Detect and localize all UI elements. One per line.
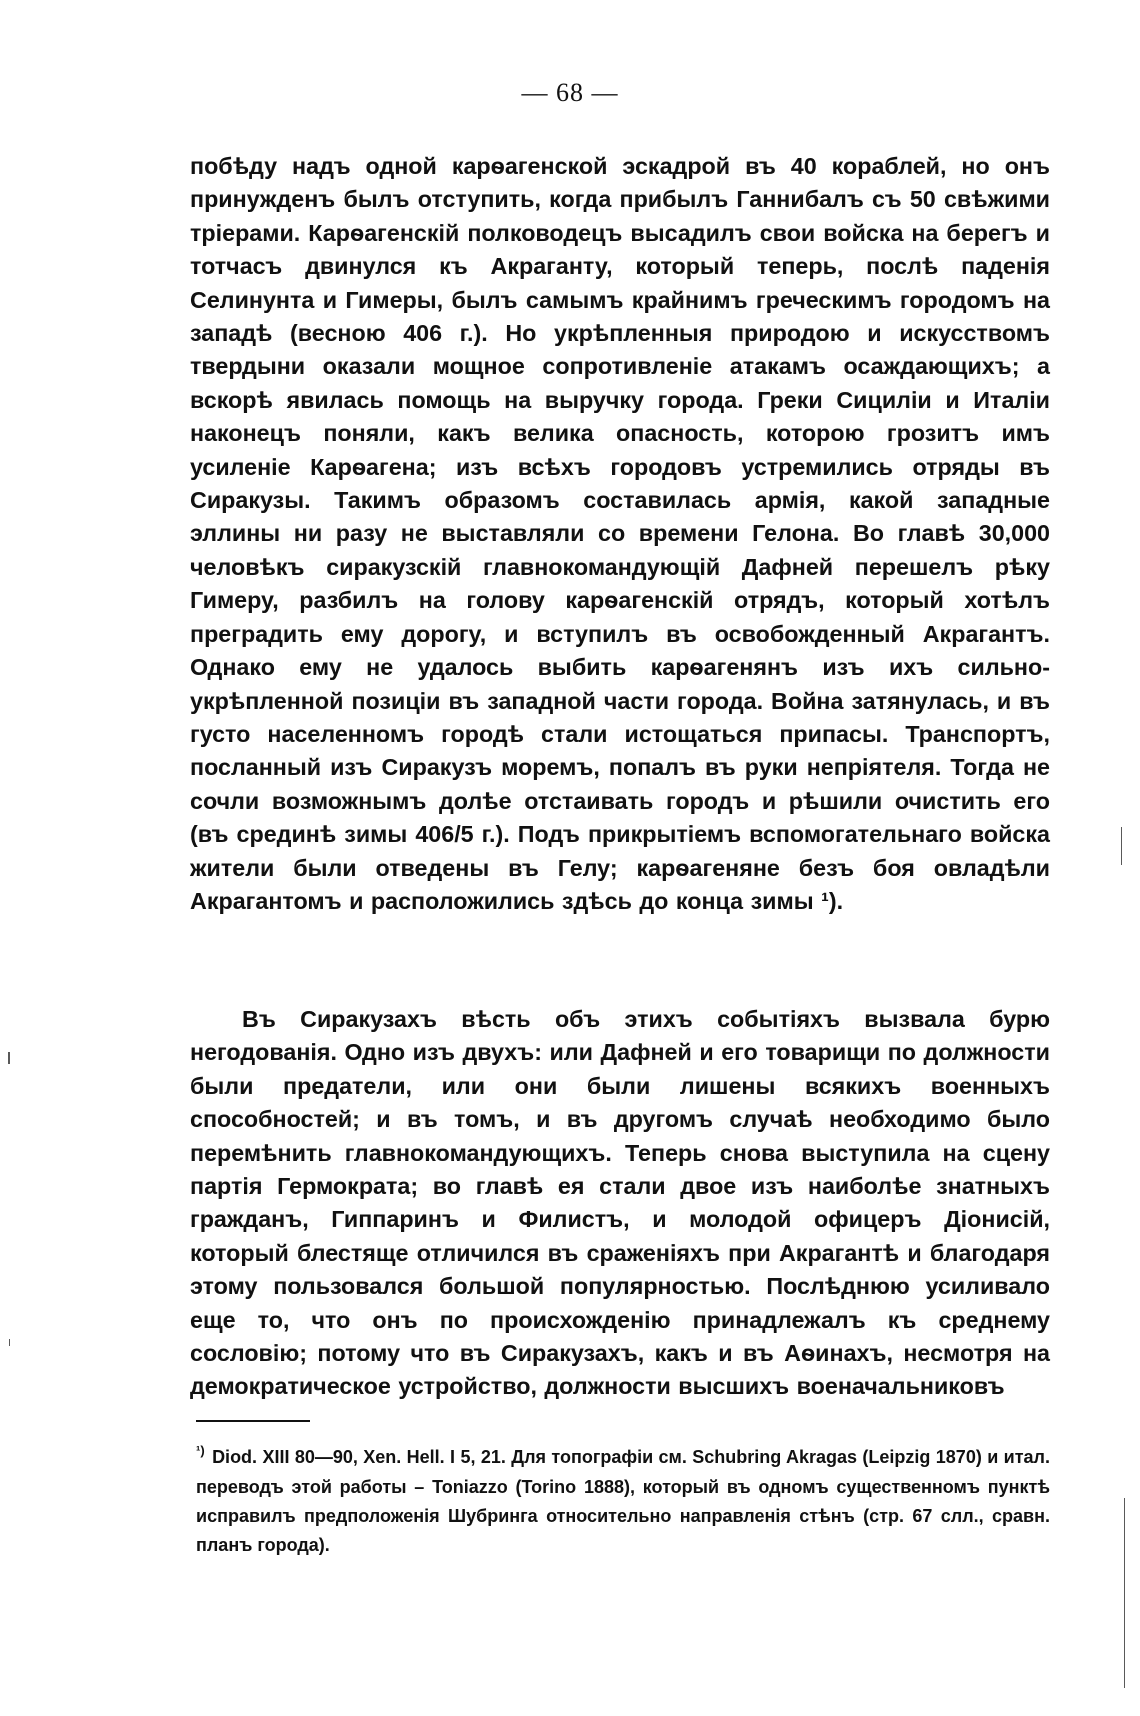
footnote-text: Diod. XIII 80—90, Xen. Hell. I 5, 21. Для топографіи см. Schubring Akragas (Leipzig 1870) и итал. переводъ этой работы – Toniazzo (Torino 1888), который въ одномъ существенномъ пунктѣ исправилъ предположенія Шубринга относительно направленія стѣнъ (стр. 67 слл., сравн. планъ города). [196,1447,1050,1555]
footnote-separator [196,1420,310,1422]
footnote [196,1443,1050,1560]
page-number: — 68 — [521,78,619,107]
scan-margin-mark [8,1052,10,1064]
scan-margin-mark [1121,827,1122,865]
main-text-paragraph-2: Въ Сиракузахъ вѣсть объ этихъ событіяхъ вызвала бурю негодованія. Одно изъ двухъ: или Дафней и его товарищи по должности были предатели, или они были лишены всякихъ военныхъ способностей; и въ томъ, и въ другомъ случаѣ необходимо было перемѣнить главнокомандующихъ. Теперь снова выступила на сцену партія Гермократа; во главѣ ея стали двое изъ наиболѣе знатныхъ гражданъ, Гиппаринъ и Филистъ, и молодой офицеръ Діонисій, который блестяще отличился въ сраженіяхъ при Акрагантѣ и благодаря этому пользовался большой популярностью. Послѣднюю усиливало еще то, что онъ по происхожденію принадлежалъ къ среднему сословію; потому что въ Сиракузахъ, какъ и въ Аѳинахъ, несмотря на демократическое устройство, должности высшихъ военачальниковъ [190,1006,1050,1400]
footnote-marker: ¹) [196,1443,205,1458]
main-text-paragraph-1: побѣду надъ одной карѳагенской эскадрой въ 40 кораблей, но онъ принужденъ былъ отступить, когда прибылъ Ганнибалъ съ 50 свѣжими тріерами. Карѳагенскій полководецъ высадилъ свои войска на берегъ и тотчасъ двинулся къ Акраганту, который теперь, послѣ паденія Селинунта и Гимеры, былъ самымъ крайнимъ греческимъ городомъ на западѣ (весною 406 г.). Но укрѣпленныя природою и искусствомъ твердыни оказали мощное сопротивленіе атакамъ осаждающихъ; а вскорѣ явилась помощь на выручку города. Греки Сициліи и Италіи наконецъ поняли, какъ велика опасность, которою грозитъ имъ усиленіе Карѳагена; изъ всѣхъ городовъ устремились отряды въ Сиракузы. Такимъ образомъ составилась армія, какой западные эллины ни разу не выставляли со времени Гелона. Во главѣ 30,000 человѣкъ сиракузскій главнокомандующій Дафней перешелъ рѣку Гимеру, разбилъ на голову карѳагенскій отрядъ, который хотѣлъ преградить ему дорогу, и вступилъ въ освобожденный Акрагантъ. Однако ему не удалось выбить карѳагенянъ изъ ихъ сильно-укрѣпленной позиціи въ западной части города. Война затянулась, и въ густо населенномъ городѣ стали истощаться припасы. Транспортъ, посланный изъ Сиракузъ моремъ, попалъ въ руки непріятеля. Тогда не сочли возможнымъ долѣе отстаивать городъ и рѣшили очистить его (въ срединѣ зимы 406/5 г.). Подъ прикрытіемъ вспомогательнаго войска жители были отведены въ Гелу; карѳагеняне безъ боя овладѣли Акрагантомъ и расположились здѣсь до конца зимы ¹). [190,153,1050,914]
scan-margin-mark [1124,1498,1125,1688]
scan-margin-mark [9,1339,10,1346]
